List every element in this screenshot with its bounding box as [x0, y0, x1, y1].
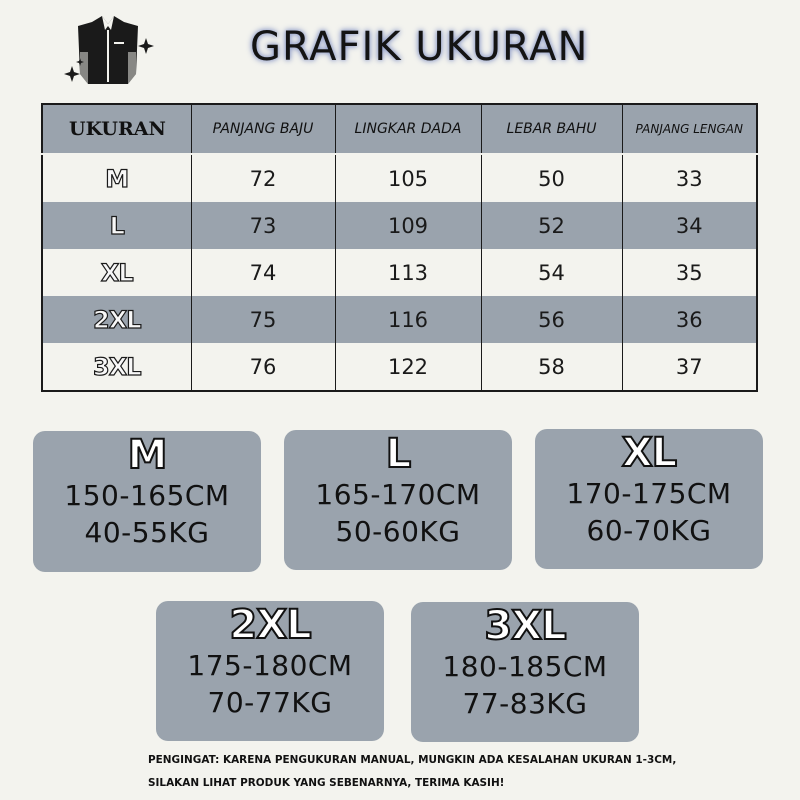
table-cell: 73 — [191, 202, 335, 249]
table-row — [42, 154, 757, 202]
column-header-ukuran: UKURAN — [42, 104, 191, 154]
table-cell: 75 — [191, 296, 335, 343]
table-cell: 33 — [622, 154, 757, 202]
table-cell: 56 — [481, 296, 622, 343]
reminder-note-line-2: SILAKAN LIHAT PRODUK YANG SEBENARNYA, TERIMA KASIH! — [148, 776, 505, 789]
size-card-label: 3XL — [484, 603, 566, 649]
size-card-xl — [535, 429, 763, 569]
table-cell: 52 — [481, 202, 622, 249]
table-cell: 54 — [481, 249, 622, 296]
size-card-weight: 50-60KG — [335, 515, 461, 548]
table-cell: 72 — [191, 154, 335, 202]
size-cell: L — [42, 202, 191, 249]
table-cell: 34 — [622, 202, 757, 249]
column-header-lebar-bahu: LEBAR BAHU — [481, 104, 622, 154]
table-cell: 113 — [335, 249, 481, 296]
table-row — [42, 249, 757, 296]
size-card-m — [33, 431, 261, 572]
column-header-lingkar-dada: LINGKAR DADA — [335, 104, 481, 154]
table-cell: 35 — [622, 249, 757, 296]
size-card-3xl — [411, 602, 639, 742]
size-cell: XL — [42, 249, 191, 296]
size-card-label: 2XL — [229, 602, 311, 648]
table-cell: 122 — [335, 343, 481, 391]
table-cell: 58 — [481, 343, 622, 391]
size-cell: M — [42, 154, 191, 202]
shirt-icon — [58, 12, 158, 86]
table-cell: 76 — [191, 343, 335, 391]
table-cell: 116 — [335, 296, 481, 343]
size-card-weight: 40-55KG — [84, 516, 210, 549]
table-cell: 109 — [335, 202, 481, 249]
size-card-label: M — [127, 432, 167, 478]
size-card-weight: 70-77KG — [207, 686, 333, 719]
size-card-height: 170-175CM — [566, 477, 732, 510]
table-cell: 105 — [335, 154, 481, 202]
table-row — [42, 343, 757, 391]
table-cell: 37 — [622, 343, 757, 391]
page-title: GRAFIK UKURAN — [250, 24, 589, 70]
size-cell: 3XL — [42, 343, 191, 391]
table-row — [42, 202, 757, 249]
size-cell: 2XL — [42, 296, 191, 343]
size-table — [41, 103, 758, 392]
table-cell: 36 — [622, 296, 757, 343]
sparkle-icon — [138, 38, 154, 54]
table-row — [42, 296, 757, 343]
table-cell: 50 — [481, 154, 622, 202]
size-card-2xl — [156, 601, 384, 741]
size-card-height: 180-185CM — [442, 650, 608, 683]
shirt-shape — [78, 16, 138, 84]
size-card-label: XL — [621, 430, 677, 476]
size-card-height: 150-165CM — [64, 479, 230, 512]
size-card-label: L — [385, 431, 411, 477]
size-card-l — [284, 430, 512, 570]
column-header-panjang-baju: PANJANG BAJU — [191, 104, 335, 154]
size-card-weight: 77-83KG — [462, 687, 588, 720]
table-header-row — [42, 104, 757, 154]
sparkle-icon — [64, 66, 80, 82]
size-card-weight: 60-70KG — [586, 514, 712, 547]
size-card-height: 175-180CM — [187, 649, 353, 682]
size-card-height: 165-170CM — [315, 478, 481, 511]
reminder-note-line-1: PENGINGAT: KARENA PENGUKURAN MANUAL, MUNGKIN ADA KESALAHAN UKURAN 1-3CM, — [148, 753, 677, 766]
table-cell: 74 — [191, 249, 335, 296]
column-header-panjang-lengan: PANJANG LENGAN — [622, 104, 757, 154]
